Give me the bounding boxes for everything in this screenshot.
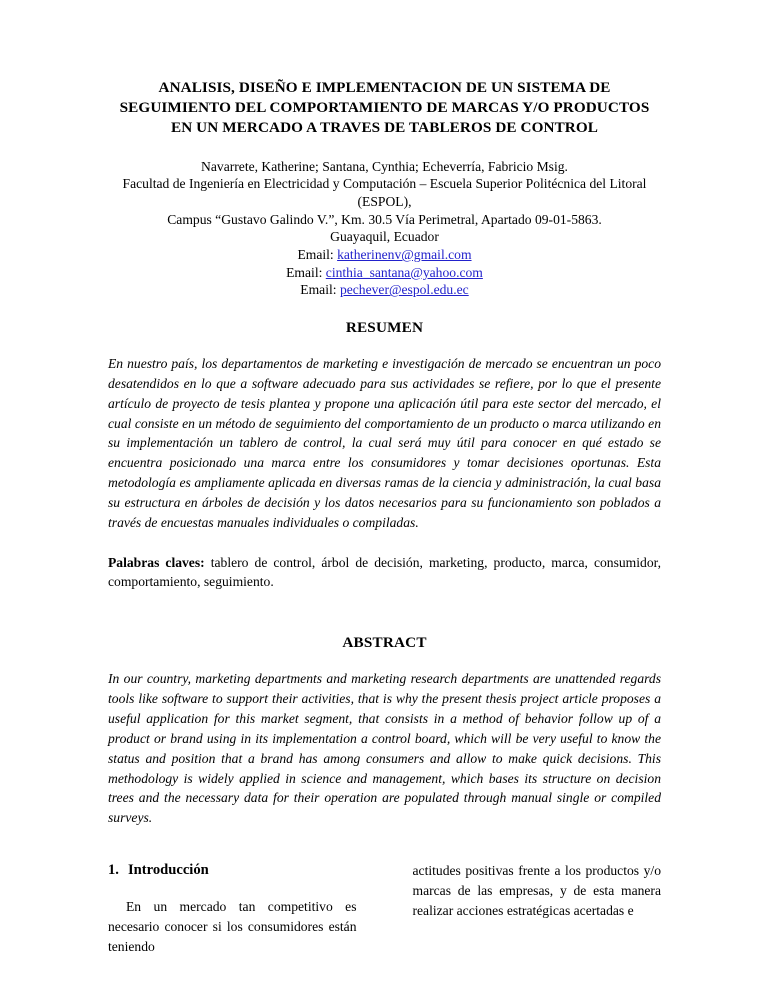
section-1-number: 1.: [108, 862, 119, 879]
resumen-body: En nuestro país, los departamentos de marketing e investigación de mercado se encuentran un poco desatendidos en lo que a software adecuado para sus actividades se refiere, por lo que el presente artículo de proyecto de tesis plantea y propone una aplicación útil para este sector del mercado, el cual consiste en un método de seguimiento del comportamiento de un producto o marca utilizando en su implementación un tablero de control, la cual será muy útil para conocer en qué estado se encuentra posicionado una marca entre los consumidores y tomar decisiones oportunas. Esta metodología es ampliamente aplicada en diversas ramas de la ciencia y administración, la cual basa su estructura en árboles de decisión y los datos necesarios para su funcionamiento son poblados a través de encuestas manuales individuales o compiladas.: [108, 356, 661, 530]
author-list: Navarrete, Katherine; Santana, Cynthia; Echeverría, Fabricio Msig.: [201, 158, 568, 174]
keywords-value: tablero de control, árbol de decisión, marketing, producto, marca, consumidor, comportamiento, seguimiento.: [108, 554, 661, 590]
keywords-line: [108, 533, 661, 593]
email-link-3[interactable]: pechever@espol.edu.ec: [339, 282, 469, 298]
email-link-1[interactable]: katherinenv@gmail.com: [337, 247, 472, 263]
keywords-label: Palabras claves:: [108, 554, 205, 570]
left-column: [108, 861, 357, 957]
author-affiliation-block: [108, 139, 661, 299]
page-title: ANALISIS, DISEÑO E IMPLEMENTACION DE UN SISTEMA DE SEGUIMIENTO DEL COMPORTAMIENTO DE MARCAS Y/O PRODUCTOS EN UN MERCADO A TRAVES DE TABLEROS DE CONTROL: [119, 79, 650, 137]
affiliation-line-1: Facultad de Ingeniería en Electricidad y Computación – Escuela Superior Politécnica del Litoral (ESPOL),: [122, 176, 647, 209]
email-label-1: Email:: [297, 247, 334, 263]
paper-page: [108, 0, 661, 994]
abstract-body: In our country, marketing departments and marketing research departments are unattended regards tools like software to support their activities, that is why the present thesis project article proposes a useful application for this market segment, that consists in a method of behavior follow up of a product or brand using in its implementation a control board, which will be very useful to know the status and position that a brand has among consumers and allow to make quick decisions. This methodology is widely applied in science and management, which bases its structure on decision trees and the necessary data for their operation are populated through manual single or compiled surveys.: [108, 671, 661, 826]
email-line-1: [108, 246, 661, 264]
section-1-title: Introducción: [127, 862, 209, 879]
two-column-body: [108, 828, 661, 957]
right-column: [413, 861, 662, 957]
email-link-2[interactable]: cinthia_santana@yahoo.com: [325, 264, 483, 280]
affiliation-line-3: Guayaquil, Ecuador: [330, 229, 439, 245]
affiliation-line-2: Campus “Gustavo Galindo V.”, Km. 30.5 Vía Perimetral, Apartado 09-01-5863.: [167, 211, 602, 227]
abstract-heading: ABSTRACT: [342, 634, 427, 652]
section-1-paragraph: En un mercado tan competitivo es necesario conocer si los consumidores están teniendo: [108, 899, 357, 954]
email-line-2: [108, 264, 661, 282]
section-1-heading: [108, 861, 357, 880]
email-line-3: [108, 281, 661, 299]
right-column-paragraph: actitudes positivas frente a los productos y/o marcas de las empresas, y de esta manera realizar acciones estratégicas acertadas e: [412, 863, 661, 918]
email-label-3: Email:: [300, 282, 337, 298]
resumen-heading: RESUMEN: [345, 319, 424, 337]
email-label-2: Email:: [286, 264, 323, 280]
